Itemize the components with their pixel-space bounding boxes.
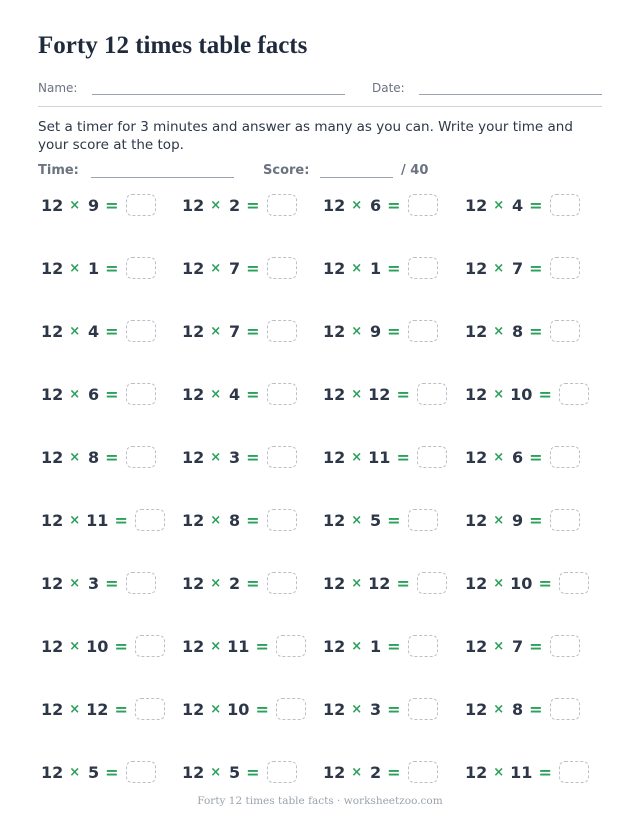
times-symbol: × xyxy=(210,323,222,339)
equals-symbol: = xyxy=(387,258,401,278)
problem-item xyxy=(41,317,156,345)
problem-item xyxy=(323,317,438,345)
answer-box[interactable] xyxy=(126,383,156,405)
times-symbol: × xyxy=(493,323,505,339)
worksheet-title: Forty 12 times table facts xyxy=(38,32,308,59)
equals-symbol: = xyxy=(387,195,401,215)
answer-box[interactable] xyxy=(267,761,297,783)
factor-a: 12 xyxy=(323,321,346,341)
factor-b: 4 xyxy=(229,384,241,404)
answer-box[interactable] xyxy=(126,257,156,279)
factor-a: 12 xyxy=(182,699,205,719)
factor-b: 4 xyxy=(512,195,524,215)
factor-a: 12 xyxy=(41,573,64,593)
times-symbol: × xyxy=(210,575,222,591)
problem-item xyxy=(41,443,156,471)
factor-a: 12 xyxy=(41,510,64,530)
equals-symbol: = xyxy=(246,195,260,215)
problem-item xyxy=(323,443,447,471)
times-symbol: × xyxy=(69,197,81,213)
factor-b: 3 xyxy=(88,573,100,593)
factor-b: 6 xyxy=(512,447,524,467)
times-symbol: × xyxy=(69,386,81,402)
factor-a: 12 xyxy=(465,762,488,782)
times-symbol: × xyxy=(210,512,222,528)
answer-box[interactable] xyxy=(408,698,438,720)
times-symbol: × xyxy=(351,449,363,465)
problem-item xyxy=(41,254,156,282)
times-symbol: × xyxy=(210,386,222,402)
answer-box[interactable] xyxy=(408,509,438,531)
factor-b: 6 xyxy=(370,195,382,215)
problem-item xyxy=(182,254,297,282)
factor-b: 9 xyxy=(370,321,382,341)
factor-b: 3 xyxy=(229,447,241,467)
equals-symbol: = xyxy=(255,699,269,719)
factor-b: 2 xyxy=(229,573,241,593)
factor-a: 12 xyxy=(41,699,64,719)
answer-box[interactable] xyxy=(550,194,580,216)
factor-a: 12 xyxy=(41,195,64,215)
problem-item xyxy=(323,569,447,597)
factor-a: 12 xyxy=(182,195,205,215)
problem-item xyxy=(182,695,306,723)
problem-item xyxy=(323,380,447,408)
problem-item xyxy=(41,758,156,786)
factor-b: 10 xyxy=(227,699,250,719)
factor-b: 5 xyxy=(88,762,100,782)
times-symbol: × xyxy=(351,260,363,276)
equals-symbol: = xyxy=(387,321,401,341)
factor-a: 12 xyxy=(465,195,488,215)
factor-a: 12 xyxy=(182,384,205,404)
score-line[interactable] xyxy=(320,177,393,178)
equals-symbol: = xyxy=(105,258,119,278)
factor-a: 12 xyxy=(465,321,488,341)
answer-box[interactable] xyxy=(559,572,589,594)
factor-b: 11 xyxy=(86,510,109,530)
problem-item xyxy=(41,632,165,660)
equals-symbol: = xyxy=(246,321,260,341)
equals-symbol: = xyxy=(114,510,128,530)
factor-b: 11 xyxy=(227,636,250,656)
equals-symbol: = xyxy=(255,636,269,656)
answer-box[interactable] xyxy=(408,320,438,342)
date-line[interactable] xyxy=(419,94,602,95)
answer-box[interactable] xyxy=(408,257,438,279)
problem-item xyxy=(182,191,297,219)
answer-box[interactable] xyxy=(417,572,447,594)
times-symbol: × xyxy=(493,764,505,780)
factor-b: 8 xyxy=(512,699,524,719)
problem-item xyxy=(465,758,589,786)
factor-a: 12 xyxy=(182,636,205,656)
factor-b: 12 xyxy=(86,699,109,719)
factor-a: 12 xyxy=(41,321,64,341)
factor-a: 12 xyxy=(41,636,64,656)
times-symbol: × xyxy=(351,575,363,591)
times-symbol: × xyxy=(351,638,363,654)
header-divider xyxy=(38,106,602,107)
times-symbol: × xyxy=(493,197,505,213)
times-symbol: × xyxy=(493,449,505,465)
problem-item xyxy=(182,506,297,534)
answer-box[interactable] xyxy=(559,383,589,405)
answer-box[interactable] xyxy=(408,194,438,216)
times-symbol: × xyxy=(493,701,505,717)
equals-symbol: = xyxy=(246,384,260,404)
factor-b: 11 xyxy=(368,447,391,467)
factor-a: 12 xyxy=(182,573,205,593)
problem-item xyxy=(465,695,580,723)
answer-box[interactable] xyxy=(550,509,580,531)
factor-a: 12 xyxy=(182,258,205,278)
problem-item xyxy=(323,506,438,534)
times-symbol: × xyxy=(351,323,363,339)
factor-b: 7 xyxy=(229,258,241,278)
equals-symbol: = xyxy=(529,636,543,656)
time-label: Time: xyxy=(38,163,79,178)
factor-b: 7 xyxy=(512,258,524,278)
times-symbol: × xyxy=(210,701,222,717)
answer-box[interactable] xyxy=(417,383,447,405)
name-line[interactable] xyxy=(92,94,345,95)
times-symbol: × xyxy=(351,701,363,717)
factor-b: 9 xyxy=(88,195,100,215)
times-symbol: × xyxy=(351,512,363,528)
times-symbol: × xyxy=(69,575,81,591)
equals-symbol: = xyxy=(387,636,401,656)
factor-b: 5 xyxy=(370,510,382,530)
factor-a: 12 xyxy=(465,699,488,719)
equals-symbol: = xyxy=(387,762,401,782)
factor-b: 1 xyxy=(88,258,100,278)
score-label: Score: xyxy=(263,163,310,178)
times-symbol: × xyxy=(69,512,81,528)
factor-a: 12 xyxy=(323,258,346,278)
footer-credit: Forty 12 times table facts · worksheetzoo.com xyxy=(197,795,443,807)
equals-symbol: = xyxy=(387,510,401,530)
problem-item xyxy=(41,191,156,219)
equals-symbol: = xyxy=(529,447,543,467)
problem-item xyxy=(182,380,297,408)
answer-box[interactable] xyxy=(126,194,156,216)
factor-b: 10 xyxy=(86,636,109,656)
answer-box[interactable] xyxy=(276,698,306,720)
factor-b: 1 xyxy=(370,258,382,278)
problem-item xyxy=(41,506,165,534)
problem-item xyxy=(182,443,297,471)
factor-b: 1 xyxy=(370,636,382,656)
factor-a: 12 xyxy=(182,321,205,341)
times-symbol: × xyxy=(493,575,505,591)
times-symbol: × xyxy=(69,323,81,339)
equals-symbol: = xyxy=(246,762,260,782)
answer-box[interactable] xyxy=(126,572,156,594)
factor-a: 12 xyxy=(323,762,346,782)
factor-b: 3 xyxy=(370,699,382,719)
answer-box[interactable] xyxy=(408,635,438,657)
problem-item xyxy=(465,506,580,534)
equals-symbol: = xyxy=(246,447,260,467)
problem-item xyxy=(465,317,580,345)
factor-b: 4 xyxy=(88,321,100,341)
problem-item xyxy=(465,380,589,408)
answer-box[interactable] xyxy=(550,698,580,720)
factor-a: 12 xyxy=(323,573,346,593)
answer-box[interactable] xyxy=(267,257,297,279)
equals-symbol: = xyxy=(105,762,119,782)
factor-b: 10 xyxy=(510,384,533,404)
factor-a: 12 xyxy=(323,510,346,530)
date-label: Date: xyxy=(372,81,405,95)
times-symbol: × xyxy=(69,449,81,465)
equals-symbol: = xyxy=(105,384,119,404)
times-symbol: × xyxy=(493,386,505,402)
factor-b: 9 xyxy=(512,510,524,530)
problem-item xyxy=(465,254,580,282)
factor-b: 2 xyxy=(229,195,241,215)
answer-box[interactable] xyxy=(559,761,589,783)
factor-a: 12 xyxy=(465,384,488,404)
factor-b: 6 xyxy=(88,384,100,404)
problem-item xyxy=(182,758,297,786)
times-symbol: × xyxy=(210,449,222,465)
factor-a: 12 xyxy=(465,510,488,530)
problem-item xyxy=(465,443,580,471)
problem-item xyxy=(465,191,580,219)
factor-b: 8 xyxy=(512,321,524,341)
times-symbol: × xyxy=(69,260,81,276)
factor-a: 12 xyxy=(323,384,346,404)
answer-box[interactable] xyxy=(135,698,165,720)
answer-box[interactable] xyxy=(135,635,165,657)
answer-box[interactable] xyxy=(550,446,580,468)
instructions-text: Set a timer for 3 minutes and answer as many as you can. Write your time and your score at the top. xyxy=(38,119,573,153)
equals-symbol: = xyxy=(538,762,552,782)
problem-item xyxy=(41,695,165,723)
factor-a: 12 xyxy=(323,447,346,467)
equals-symbol: = xyxy=(529,321,543,341)
name-label: Name: xyxy=(38,81,78,95)
equals-symbol: = xyxy=(396,384,410,404)
times-symbol: × xyxy=(210,638,222,654)
problem-item xyxy=(323,254,438,282)
problem-item xyxy=(41,569,156,597)
equals-symbol: = xyxy=(529,195,543,215)
answer-box[interactable] xyxy=(550,635,580,657)
answer-box[interactable] xyxy=(267,320,297,342)
factor-b: 10 xyxy=(510,573,533,593)
times-symbol: × xyxy=(493,638,505,654)
problem-item xyxy=(323,758,438,786)
factor-b: 2 xyxy=(370,762,382,782)
answer-box[interactable] xyxy=(267,446,297,468)
score-total: / 40 xyxy=(401,163,429,178)
problem-item xyxy=(323,695,438,723)
factor-a: 12 xyxy=(323,699,346,719)
equals-symbol: = xyxy=(529,510,543,530)
equals-symbol: = xyxy=(105,573,119,593)
equals-symbol: = xyxy=(538,573,552,593)
factor-a: 12 xyxy=(41,762,64,782)
answer-box[interactable] xyxy=(417,446,447,468)
factor-b: 11 xyxy=(510,762,533,782)
times-symbol: × xyxy=(493,260,505,276)
times-symbol: × xyxy=(351,386,363,402)
problem-item xyxy=(323,632,438,660)
factor-a: 12 xyxy=(465,636,488,656)
factor-a: 12 xyxy=(182,762,205,782)
factor-b: 8 xyxy=(229,510,241,530)
answer-box[interactable] xyxy=(408,761,438,783)
factor-b: 12 xyxy=(368,573,391,593)
equals-symbol: = xyxy=(396,447,410,467)
answer-box[interactable] xyxy=(267,509,297,531)
factor-a: 12 xyxy=(41,384,64,404)
equals-symbol: = xyxy=(246,510,260,530)
factor-a: 12 xyxy=(323,636,346,656)
equals-symbol: = xyxy=(529,699,543,719)
factor-a: 12 xyxy=(41,258,64,278)
answer-box[interactable] xyxy=(276,635,306,657)
factor-a: 12 xyxy=(182,447,205,467)
equals-symbol: = xyxy=(246,573,260,593)
times-symbol: × xyxy=(351,764,363,780)
times-symbol: × xyxy=(210,764,222,780)
answer-box[interactable] xyxy=(550,257,580,279)
times-symbol: × xyxy=(351,197,363,213)
times-symbol: × xyxy=(69,764,81,780)
problem-item xyxy=(465,569,589,597)
equals-symbol: = xyxy=(105,447,119,467)
factor-a: 12 xyxy=(465,447,488,467)
factor-b: 8 xyxy=(88,447,100,467)
factor-a: 12 xyxy=(323,195,346,215)
equals-symbol: = xyxy=(114,636,128,656)
problem-item xyxy=(465,632,580,660)
answer-box[interactable] xyxy=(267,572,297,594)
times-symbol: × xyxy=(210,197,222,213)
factor-a: 12 xyxy=(465,258,488,278)
equals-symbol: = xyxy=(387,699,401,719)
times-symbol: × xyxy=(69,701,81,717)
equals-symbol: = xyxy=(105,321,119,341)
factor-b: 5 xyxy=(229,762,241,782)
equals-symbol: = xyxy=(396,573,410,593)
problem-item xyxy=(182,632,306,660)
factor-b: 7 xyxy=(512,636,524,656)
answer-box[interactable] xyxy=(267,194,297,216)
answer-box[interactable] xyxy=(126,446,156,468)
answer-box[interactable] xyxy=(126,320,156,342)
factor-b: 7 xyxy=(229,321,241,341)
factor-a: 12 xyxy=(182,510,205,530)
problem-item xyxy=(182,317,297,345)
factor-b: 12 xyxy=(368,384,391,404)
time-line[interactable] xyxy=(91,177,234,178)
times-symbol: × xyxy=(210,260,222,276)
equals-symbol: = xyxy=(105,195,119,215)
times-symbol: × xyxy=(69,638,81,654)
problem-item xyxy=(182,569,297,597)
equals-symbol: = xyxy=(114,699,128,719)
answer-box[interactable] xyxy=(550,320,580,342)
problem-item xyxy=(41,380,156,408)
answer-box[interactable] xyxy=(126,761,156,783)
equals-symbol: = xyxy=(529,258,543,278)
factor-a: 12 xyxy=(465,573,488,593)
answer-box[interactable] xyxy=(135,509,165,531)
answer-box[interactable] xyxy=(267,383,297,405)
problem-item xyxy=(323,191,438,219)
equals-symbol: = xyxy=(246,258,260,278)
times-symbol: × xyxy=(493,512,505,528)
factor-a: 12 xyxy=(41,447,64,467)
equals-symbol: = xyxy=(538,384,552,404)
